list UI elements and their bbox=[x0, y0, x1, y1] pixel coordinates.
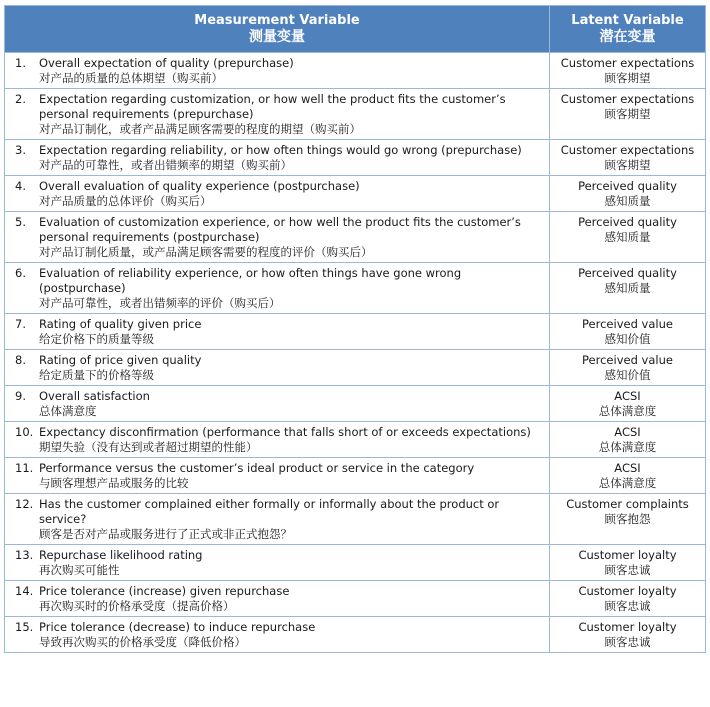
measurement-cell bbox=[5, 140, 550, 176]
latent-text-zh: 感知质量 bbox=[604, 230, 651, 244]
measurement-cell bbox=[5, 458, 550, 494]
row-number: 7. bbox=[15, 317, 26, 331]
measurement-text-en: Price tolerance (increase) given repurchase bbox=[39, 584, 290, 598]
measurement-variable-header-en: Measurement Variable bbox=[194, 13, 360, 28]
measurement-text-zh: 对产品订制化，或者产品满足顾客需要的程度的期望（购买前） bbox=[39, 122, 361, 136]
latent-text-zh: 感知质量 bbox=[604, 194, 651, 208]
latent-text-zh: 顾客忠诚 bbox=[604, 599, 651, 613]
row-number: 10. bbox=[15, 425, 34, 439]
latent-text-en: Perceived quality bbox=[578, 215, 677, 229]
table-row bbox=[5, 458, 706, 494]
row-number: 4. bbox=[15, 179, 26, 193]
header-row bbox=[5, 6, 706, 53]
measurement-text-en: Has the customer complained either formally or informally about the product or service? bbox=[39, 497, 500, 526]
latent-text-zh: 总体满意度 bbox=[598, 440, 657, 454]
measurement-text-en: Overall expectation of quality (prepurchase) bbox=[39, 56, 294, 70]
measurement-cell bbox=[5, 53, 550, 89]
measurement-variable-header-zh: 测量变量 bbox=[249, 29, 305, 45]
table-row bbox=[5, 422, 706, 458]
measurement-cell bbox=[5, 545, 550, 581]
measurement-text-zh: 再次购买时的价格承受度（提高价格） bbox=[39, 599, 235, 613]
row-number: 5. bbox=[15, 215, 26, 229]
table-row bbox=[5, 386, 706, 422]
measurement-cell bbox=[5, 386, 550, 422]
measurement-text-en: Performance versus the customer’s ideal product or service in the category bbox=[39, 461, 475, 475]
measurement-text-en: Expectancy disconfirmation (performance that falls short of or exceeds expectations) bbox=[39, 425, 531, 439]
latent-cell bbox=[550, 140, 706, 176]
measurement-text-en: Expectation regarding reliability, or how often things would go wrong (prepurchase) bbox=[39, 143, 522, 157]
latent-cell bbox=[550, 386, 706, 422]
latent-text-en: Customer expectations bbox=[560, 143, 695, 157]
measurement-text-zh: 总体满意度 bbox=[39, 404, 97, 418]
row-number: 3. bbox=[15, 143, 26, 157]
measurement-text-zh: 导致再次购买的价格承受度（降低价格） bbox=[39, 635, 246, 649]
row-number: 15. bbox=[15, 620, 34, 634]
measurement-text-zh: 对产品可靠性，或者出错频率的评价（购买后） bbox=[39, 296, 281, 310]
row-number: 2. bbox=[15, 92, 26, 106]
latent-cell bbox=[550, 314, 706, 350]
latent-cell bbox=[550, 494, 706, 545]
row-number: 9. bbox=[15, 389, 26, 403]
measurement-cell bbox=[5, 89, 550, 140]
latent-variable-header bbox=[550, 6, 706, 53]
row-number: 13. bbox=[15, 548, 34, 562]
row-number: 1. bbox=[15, 56, 26, 70]
measurement-text-zh: 再次购买可能性 bbox=[39, 563, 120, 577]
latent-text-zh: 顾客抱怨 bbox=[604, 512, 651, 526]
measurement-text-en: Overall satisfaction bbox=[39, 389, 150, 403]
latent-text-zh: 总体满意度 bbox=[598, 404, 657, 418]
latent-text-en: Perceived value bbox=[582, 353, 673, 367]
latent-text-zh: 感知价值 bbox=[604, 368, 651, 382]
latent-cell bbox=[550, 212, 706, 263]
latent-text-zh: 顾客期望 bbox=[604, 71, 651, 85]
latent-text-en: ACSI bbox=[614, 461, 641, 475]
latent-text-en: Perceived quality bbox=[578, 179, 677, 193]
latent-text-en: Customer complaints bbox=[566, 497, 689, 511]
latent-text-zh: 顾客期望 bbox=[604, 107, 651, 121]
table-row bbox=[5, 212, 706, 263]
table-row bbox=[5, 263, 706, 314]
latent-text-zh: 感知价值 bbox=[604, 332, 651, 346]
latent-cell bbox=[550, 350, 706, 386]
latent-cell bbox=[550, 176, 706, 212]
table-row bbox=[5, 581, 706, 617]
latent-cell bbox=[550, 422, 706, 458]
latent-text-en: Perceived value bbox=[582, 317, 673, 331]
measurement-text-en: Repurchase likelihood rating bbox=[39, 548, 203, 562]
row-number: 8. bbox=[15, 353, 26, 367]
latent-cell bbox=[550, 545, 706, 581]
measurement-cell bbox=[5, 494, 550, 545]
measurement-variable-header bbox=[5, 6, 550, 53]
table-row bbox=[5, 617, 706, 653]
acsi-variables-table bbox=[4, 5, 706, 653]
latent-text-en: Customer expectations bbox=[560, 92, 695, 106]
measurement-cell bbox=[5, 212, 550, 263]
measurement-cell bbox=[5, 350, 550, 386]
measurement-text-zh: 对产品质量的总体评价（购买后） bbox=[39, 194, 212, 208]
row-number: 6. bbox=[15, 266, 26, 280]
latent-text-zh: 感知质量 bbox=[604, 281, 651, 295]
latent-variable-header-en: Latent Variable bbox=[571, 13, 684, 28]
measurement-text-en: Overall evaluation of quality experience (postpurchase) bbox=[39, 179, 360, 193]
latent-text-en: Customer loyalty bbox=[578, 584, 677, 598]
measurement-text-en: Price tolerance (decrease) to induce repurchase bbox=[39, 620, 316, 634]
measurement-text-en: Rating of quality given price bbox=[39, 317, 202, 331]
row-number: 11. bbox=[15, 461, 34, 475]
measurement-text-en: Evaluation of customization experience, or how well the product fits the customer’s personal requirements (postpurchase) bbox=[39, 215, 521, 244]
table-row bbox=[5, 176, 706, 212]
table-row bbox=[5, 314, 706, 350]
table-row bbox=[5, 494, 706, 545]
latent-text-en: Customer loyalty bbox=[578, 620, 677, 634]
latent-text-zh: 顾客忠诚 bbox=[604, 635, 651, 649]
table-row bbox=[5, 140, 706, 176]
table-row bbox=[5, 545, 706, 581]
row-number: 14. bbox=[15, 584, 34, 598]
measurement-cell bbox=[5, 581, 550, 617]
latent-cell bbox=[550, 581, 706, 617]
measurement-cell bbox=[5, 263, 550, 314]
latent-text-en: Customer loyalty bbox=[578, 548, 677, 562]
measurement-cell bbox=[5, 617, 550, 653]
measurement-text-zh: 与顾客理想产品或服务的比较 bbox=[39, 476, 189, 490]
latent-text-zh: 顾客期望 bbox=[604, 158, 651, 172]
measurement-text-zh: 对产品的可靠性，或者出错频率的期望（购买前） bbox=[39, 158, 292, 172]
measurement-text-en: Evaluation of reliability experience, or how often things have gone wrong (postpurchase) bbox=[39, 266, 462, 295]
measurement-text-zh: 对产品订制化质量，或产品满足顾客需要的程度的评价（购买后） bbox=[39, 245, 373, 259]
measurement-text-zh: 给定质量下的价格等级 bbox=[39, 368, 154, 382]
measurement-text-zh: 给定价格下的质量等级 bbox=[39, 332, 154, 346]
measurement-text-zh: 对产品的质量的总体期望（购买前） bbox=[39, 71, 223, 85]
table-row bbox=[5, 89, 706, 140]
latent-variable-header-zh: 潜在变量 bbox=[599, 29, 656, 45]
latent-text-en: Perceived quality bbox=[578, 266, 677, 280]
latent-text-en: ACSI bbox=[614, 425, 641, 439]
measurement-cell bbox=[5, 422, 550, 458]
row-number: 12. bbox=[15, 497, 34, 511]
latent-cell bbox=[550, 617, 706, 653]
table-row bbox=[5, 53, 706, 89]
latent-cell bbox=[550, 89, 706, 140]
measurement-text-zh: 顾客是否对产品或服务进行了正式或非正式抱怨？ bbox=[39, 527, 292, 541]
latent-cell bbox=[550, 53, 706, 89]
measurement-text-zh: 期望失验（没有达到或者超过期望的性能） bbox=[39, 440, 258, 454]
latent-text-en: Customer expectations bbox=[560, 56, 695, 70]
latent-cell bbox=[550, 458, 706, 494]
latent-cell bbox=[550, 263, 706, 314]
measurement-text-en: Expectation regarding customization, or how well the product fits the customer’s personal requirements (prepurchase) bbox=[39, 92, 506, 121]
measurement-cell bbox=[5, 314, 550, 350]
latent-text-zh: 顾客忠诚 bbox=[604, 563, 651, 577]
latent-text-en: ACSI bbox=[614, 389, 641, 403]
latent-text-zh: 总体满意度 bbox=[598, 476, 657, 490]
measurement-text-en: Rating of price given quality bbox=[39, 353, 202, 367]
table-row bbox=[5, 350, 706, 386]
measurement-cell bbox=[5, 176, 550, 212]
